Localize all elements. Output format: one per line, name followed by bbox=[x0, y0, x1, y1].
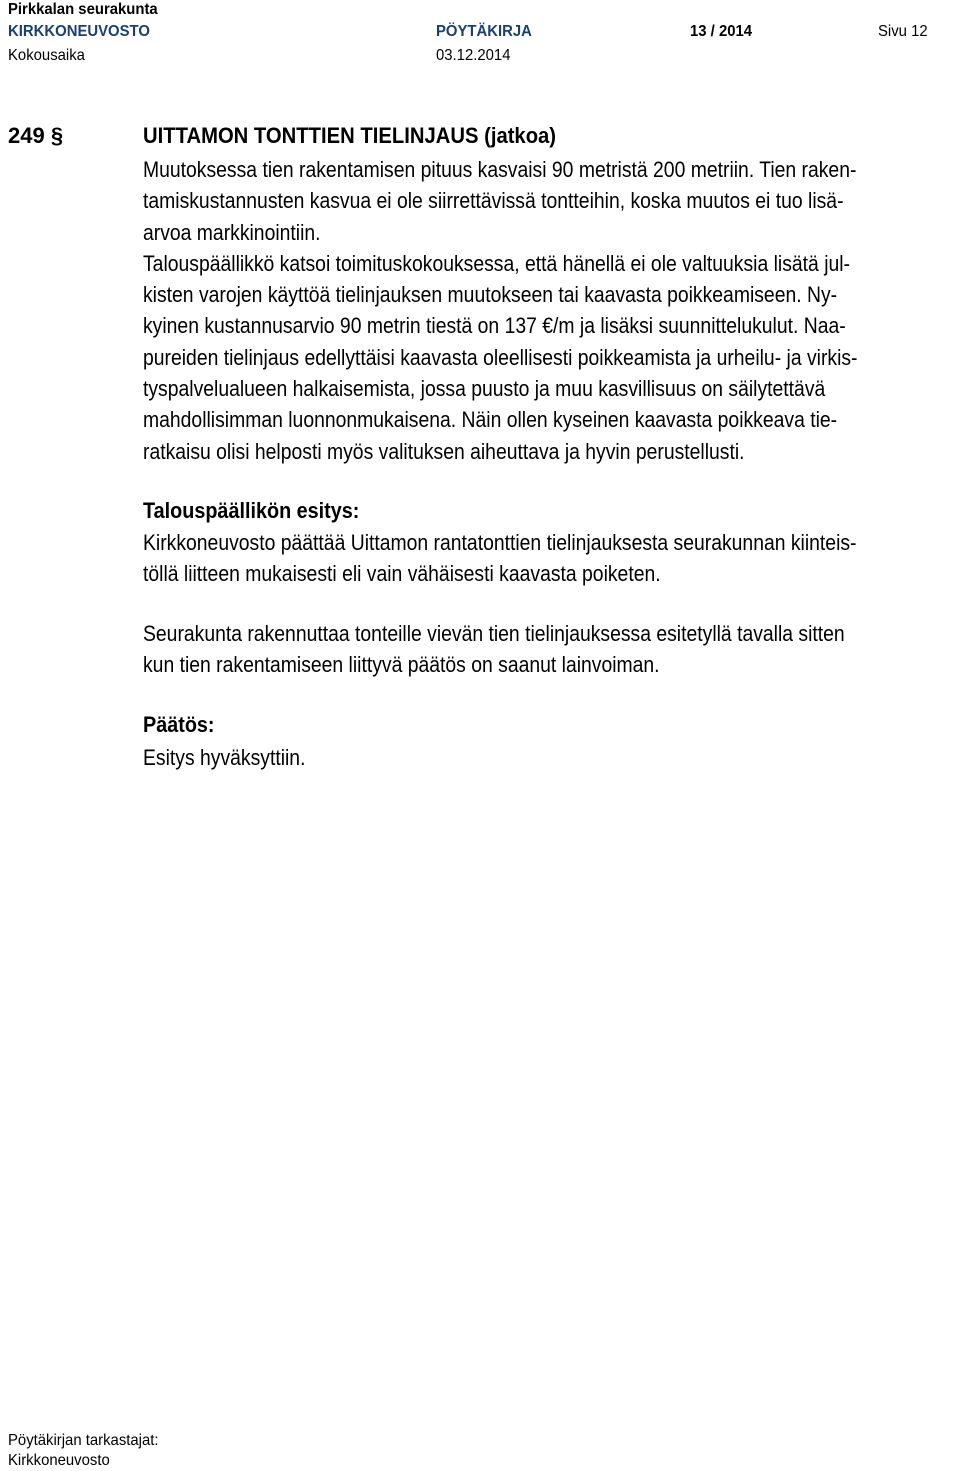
body-line: tyspalvelualueen halkaisemista, jossa puusto ja muu kasvillisuus on säilytettävä bbox=[143, 376, 826, 402]
meeting-date: 03.12.2014 bbox=[436, 47, 511, 64]
page-number: Sivu 12 bbox=[878, 23, 928, 40]
body-line: Muutoksessa tien rakentamisen pituus kasvaisi 90 metristä 200 metriin. Tien raken- bbox=[143, 157, 857, 182]
section-title: UITTAMON TONTTIEN TIELINJAUS (jatkoa) bbox=[143, 123, 557, 148]
parish-name: Pirkkalan seurakunta bbox=[8, 1, 158, 18]
document-type: PÖYTÄKIRJA bbox=[436, 23, 532, 40]
body-line: Talouspäällikkö katsoi toimituskokouksessa, että hänellä ei ole valtuuksia lisätä jul- bbox=[143, 250, 851, 276]
document-number: 13 / 2014 bbox=[690, 23, 753, 40]
proposal-heading: Talouspäällikön esitys: bbox=[143, 498, 360, 523]
proposal-line: töllä liitteen mukaisesti eli vain vähäisesti kaavasta poiketen. bbox=[143, 561, 661, 586]
board-name: KIRKKONEUVOSTO bbox=[8, 23, 150, 40]
proposal-line: Seurakunta rakennuttaa tonteille vievän tien tielinjauksessa esitetyllä tavalla sitten bbox=[143, 621, 845, 646]
body-line: kisten varojen käyttöä tielinjauksen muutokseen tai kaavasta poikkeamiseen. Ny- bbox=[143, 282, 838, 308]
body-line: mahdollisimman luonnonmukaisena. Näin ollen kyseinen kaavasta poikkeava tie- bbox=[143, 407, 838, 433]
proposal-line: Kirkkoneuvosto päättää Uittamon rantatonttien tielinjauksesta seurakunnan kiinteis- bbox=[143, 530, 857, 555]
section-number: 249 § bbox=[8, 123, 64, 148]
decision-text: Esitys hyväksyttiin. bbox=[143, 745, 306, 770]
footer-body: Kirkkoneuvosto bbox=[8, 1452, 110, 1469]
decision-heading: Päätös: bbox=[143, 712, 215, 737]
body-line: tamiskustannusten kasvua ei ole siirrettävissä tontteihin, koska muutos ei tuo lisä- bbox=[143, 188, 844, 214]
footer-label: Pöytäkirjan tarkastajat: bbox=[8, 1432, 159, 1449]
body-line: pureiden tielinjaus edellyttäisi kaavasta oleellisesti poikkeamista ja urheilu- ja virkis- bbox=[143, 344, 858, 370]
section-body bbox=[143, 154, 953, 467]
body-line: ratkaisu olisi helposti myös valituksen aiheuttava ja hyvin perustellusti. bbox=[143, 438, 745, 464]
meeting-label: Kokousaika bbox=[8, 47, 85, 64]
proposal-line: kun tien rakentamiseen liittyvä päätös on saanut lainvoiman. bbox=[143, 652, 660, 677]
body-line: arvoa markkinointiin. bbox=[143, 219, 321, 245]
body-line: kyinen kustannusarvio 90 metrin tiestä on 137 €/m ja lisäksi suunnittelukulut. Naa- bbox=[143, 313, 846, 339]
